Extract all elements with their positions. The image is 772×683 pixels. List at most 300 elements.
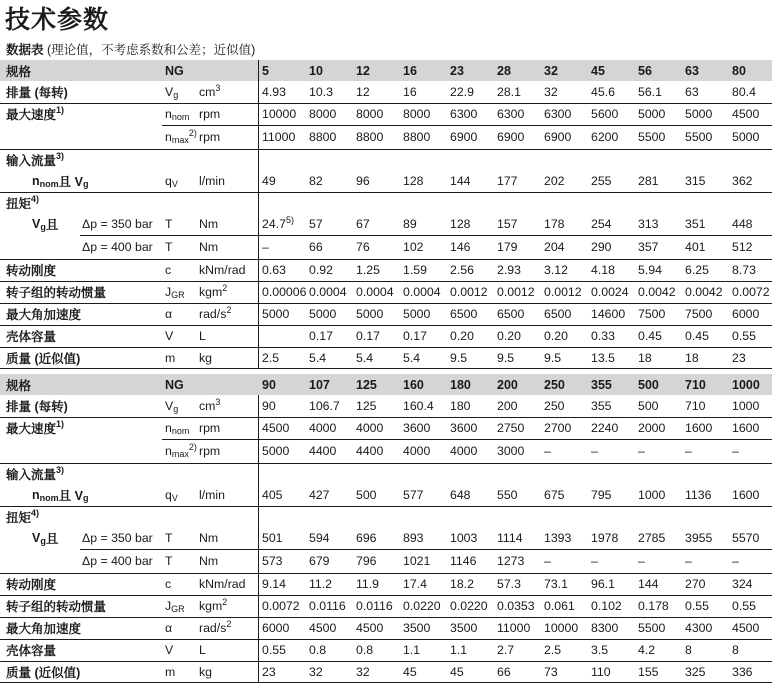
- cell-value: 3600: [403, 421, 431, 435]
- cell-value: 336: [732, 665, 753, 679]
- cell-value: 7500: [638, 307, 666, 321]
- cell-value: 1114: [497, 531, 523, 545]
- cell-value: 1021: [403, 554, 431, 568]
- cell-value: 0.102: [591, 599, 622, 613]
- cell-value: 5000: [309, 307, 337, 321]
- row-sublabel: Δp = 350 bar: [82, 217, 153, 231]
- rule-line: [0, 368, 772, 369]
- column-divider-line: [258, 281, 259, 303]
- cell-value: 204: [544, 240, 565, 254]
- subscript: GR: [171, 604, 185, 614]
- cell-value: –: [638, 554, 645, 568]
- cell-value: 0.0004: [356, 285, 394, 299]
- cell-value: 0.45: [638, 329, 662, 343]
- cell-value: 2700: [544, 421, 572, 435]
- cell-value: 4.18: [591, 263, 615, 277]
- cell-value: 0.17: [403, 329, 427, 343]
- cell-value: 160.4: [403, 399, 434, 413]
- subscript: GR: [171, 290, 185, 300]
- column-header-value: 23: [450, 63, 464, 78]
- cell-value: 1600: [685, 421, 713, 435]
- cell-value: 0.0024: [591, 285, 629, 299]
- cell-value: 1136: [685, 488, 712, 502]
- cell-value: 96: [356, 174, 370, 188]
- superscript-footnote: 5): [285, 215, 294, 225]
- row-unit: kgm 2: [199, 597, 228, 613]
- cell-value: 10000: [262, 107, 297, 121]
- cell-value: 3600: [450, 421, 478, 435]
- row-symbol: c: [165, 263, 172, 277]
- cell-value: 5000: [685, 107, 713, 121]
- row-unit: rpm: [199, 421, 221, 435]
- cell-value: 157: [497, 217, 518, 231]
- cell-value: 8: [685, 643, 692, 657]
- column-divider-line: [258, 149, 259, 170]
- cell-value: 125: [356, 399, 377, 413]
- cell-value: 0.55: [262, 643, 286, 657]
- cell-value: 8000: [403, 107, 431, 121]
- cell-value: 106.7: [309, 399, 340, 413]
- cell-value: 0.0072: [732, 285, 770, 299]
- column-header-value: 5: [262, 63, 269, 78]
- table-row: [0, 325, 772, 347]
- cell-value: 6500: [497, 307, 525, 321]
- cell-value: 28.1: [497, 85, 521, 99]
- row-unit: kg: [199, 665, 212, 679]
- subscript: max: [171, 135, 189, 145]
- subscript: g: [82, 493, 89, 503]
- rule-line: [0, 506, 772, 507]
- table-row: [0, 417, 772, 439]
- column-header-value: 200: [497, 377, 518, 392]
- table-row: [0, 81, 772, 103]
- cell-value: 23: [262, 665, 276, 679]
- cell-value: 325: [685, 665, 706, 679]
- row-unit: rpm: [199, 130, 221, 144]
- cell-value: 0.0072: [262, 599, 300, 613]
- cell-value: 2.5: [262, 351, 280, 365]
- row-unit: Nm: [199, 217, 219, 231]
- subscript: nom: [171, 112, 190, 122]
- cell-value: 0.8: [309, 643, 327, 657]
- row-label: 输入流量 3): [6, 464, 65, 482]
- cell-value: 14600: [591, 307, 626, 321]
- row-symbol: c: [165, 577, 172, 591]
- row-label: 扭矩 4): [6, 507, 40, 525]
- superscript-footnote: 3): [56, 464, 65, 475]
- column-divider-line: [258, 484, 259, 506]
- band-label: 规格: [6, 64, 32, 79]
- cell-value: 1.59: [403, 263, 427, 277]
- cell-value: 4400: [309, 444, 337, 458]
- cell-value: 1393: [544, 531, 572, 545]
- column-divider-line: [258, 439, 259, 463]
- cell-value: 5500: [638, 621, 666, 635]
- cell-value: 144: [450, 174, 471, 188]
- row-label: 最大角加速度: [6, 308, 82, 322]
- cell-value: 6200: [591, 130, 619, 144]
- column-header-value: 16: [403, 63, 417, 78]
- cell-value: 2750: [497, 421, 525, 435]
- superscript-footnote: 2: [226, 305, 232, 315]
- table-header-row: [0, 374, 772, 395]
- table-row: [0, 170, 772, 192]
- subscript: g: [173, 404, 179, 414]
- column-header-value: 355: [591, 377, 612, 392]
- superscript-footnote: 4): [31, 507, 40, 518]
- cell-value: 290: [591, 240, 612, 254]
- row-label: 最大速度 1): [6, 105, 65, 122]
- cell-value: 89: [403, 217, 417, 231]
- column-header-value: 160: [403, 377, 424, 392]
- cell-value: 0.0042: [685, 285, 723, 299]
- cell-value: 5.4: [309, 351, 327, 365]
- cell-value: 5000: [262, 444, 290, 458]
- cell-value: 56.1: [638, 85, 662, 99]
- column-header-value: 107: [309, 377, 330, 392]
- cell-value: 177: [497, 174, 518, 188]
- cell-value: 17.4: [403, 577, 427, 591]
- cell-value: 1273: [497, 554, 525, 568]
- cell-value: 10000: [544, 621, 579, 635]
- cell-value: 0.55: [685, 599, 709, 613]
- column-header-value: 125: [356, 377, 377, 392]
- cell-value: –: [544, 444, 551, 458]
- cell-value: 401: [685, 240, 706, 254]
- superscript-footnote: 3: [215, 83, 221, 93]
- cell-value: 4000: [450, 444, 478, 458]
- cell-value: 696: [356, 531, 377, 545]
- row-symbol: J GR: [165, 285, 185, 300]
- cell-value: 5.4: [356, 351, 374, 365]
- row-unit: rpm: [199, 444, 221, 458]
- column-header-value: 250: [544, 377, 565, 392]
- cell-value: –: [638, 444, 645, 458]
- row-label: n nom 且 V g: [32, 488, 89, 503]
- section-header-row: [0, 506, 772, 527]
- cell-value: 9.5: [544, 351, 562, 365]
- rule-line: [80, 235, 772, 236]
- superscript-footnote: 3: [215, 397, 221, 407]
- table-row: [0, 484, 772, 506]
- subscript: V: [171, 179, 178, 189]
- cell-value: 427: [309, 488, 330, 502]
- cell-value: 1003: [450, 531, 478, 545]
- cell-value: –: [262, 240, 269, 254]
- cell-value: 5.94: [638, 263, 662, 277]
- table-row: [0, 303, 772, 325]
- column-divider-line: [258, 103, 259, 125]
- cell-value: 11.9: [356, 577, 380, 591]
- cell-value: 6500: [450, 307, 478, 321]
- cell-value: 2240: [591, 421, 619, 435]
- table-row: [0, 661, 772, 683]
- row-symbol: V g: [165, 399, 179, 414]
- cell-value: 8800: [403, 130, 431, 144]
- cell-value: 1600: [732, 488, 760, 502]
- row-symbol: n max 2): [165, 128, 197, 145]
- row-symbol: V: [165, 329, 174, 343]
- table-row: [0, 617, 772, 639]
- cell-value: 202: [544, 174, 565, 188]
- column-divider-line: [258, 213, 259, 235]
- cell-value: 5600: [591, 107, 619, 121]
- caption-bold: 数据表: [6, 43, 44, 57]
- table-row: [0, 103, 772, 125]
- row-symbol: V: [165, 643, 174, 657]
- row-label: 壳体容量: [6, 330, 57, 344]
- column-divider-line: [258, 417, 259, 439]
- cell-value: 500: [638, 399, 659, 413]
- rule-line: [0, 347, 772, 348]
- cell-value: 10.3: [309, 85, 333, 99]
- row-label: 转子组的转动惯量: [6, 286, 107, 300]
- row-label: 排量 (每转): [6, 400, 68, 414]
- cell-value: 0.45: [685, 329, 709, 343]
- row-label: 转子组的转动惯量: [6, 600, 107, 614]
- cell-value: 66: [309, 240, 323, 254]
- cell-value: 24.7 5): [262, 215, 294, 231]
- cell-value: 0.17: [356, 329, 380, 343]
- cell-value: 281: [638, 174, 659, 188]
- column-divider-line: [258, 661, 259, 683]
- cell-value: 57.3: [497, 577, 521, 591]
- row-symbol: T: [165, 240, 173, 254]
- cell-value: 4000: [356, 421, 384, 435]
- row-symbol: n nom: [165, 421, 190, 436]
- cell-value: 5000: [262, 307, 290, 321]
- cell-value: 8300: [591, 621, 619, 635]
- superscript-footnote: 2: [222, 597, 228, 607]
- cell-value: 4.2: [638, 643, 656, 657]
- cell-value: 5000: [356, 307, 384, 321]
- cell-value: 355: [591, 399, 612, 413]
- table-caption: [6, 40, 255, 58]
- cell-value: 0.20: [544, 329, 568, 343]
- row-unit: cm 3: [199, 83, 221, 99]
- column-header-value: 500: [638, 377, 659, 392]
- row-sublabel: Δp = 350 bar: [82, 531, 153, 545]
- row-symbol: α: [165, 307, 173, 321]
- rule-line: [0, 192, 772, 193]
- cell-value: 4500: [356, 621, 384, 635]
- subscript: g: [40, 222, 46, 232]
- cell-value: 2000: [638, 421, 666, 435]
- cell-value: 4500: [262, 421, 290, 435]
- cell-value: 5570: [732, 531, 760, 545]
- subscript: nom: [171, 426, 190, 436]
- cell-value: 795: [591, 488, 612, 502]
- cell-value: –: [591, 444, 598, 458]
- table-row: [0, 347, 772, 369]
- cell-value: 4000: [309, 421, 337, 435]
- row-symbol: T: [165, 531, 173, 545]
- column-divider-line: [258, 595, 259, 617]
- column-divider-line: [258, 527, 259, 549]
- cell-value: 8000: [356, 107, 384, 121]
- superscript-footnote: 3): [56, 150, 65, 161]
- column-divider-line: [258, 170, 259, 192]
- row-symbol: m: [165, 665, 176, 679]
- cell-value: 1000: [732, 399, 760, 413]
- row-label: 最大角加速度: [6, 622, 82, 636]
- cell-value: 679: [309, 554, 330, 568]
- cell-value: 128: [450, 217, 471, 231]
- row-label: n nom 且 V g: [32, 174, 89, 189]
- superscript-footnote: 2): [188, 442, 197, 452]
- cell-value: 324: [732, 577, 753, 591]
- cell-value: 45.6: [591, 85, 615, 99]
- cell-value: 1146: [450, 554, 477, 568]
- cell-value: 0.0004: [309, 285, 347, 299]
- row-symbol: J GR: [165, 599, 185, 614]
- cell-value: 0.178: [638, 599, 669, 613]
- rule-line: [0, 639, 772, 640]
- cell-value: 4500: [732, 621, 760, 635]
- table-row: [0, 439, 772, 463]
- cell-value: 11.2: [309, 577, 333, 591]
- cell-value: 3500: [450, 621, 478, 635]
- cell-value: 4300: [685, 621, 713, 635]
- column-divider-line: [258, 639, 259, 661]
- column-divider-line: [258, 235, 259, 259]
- cell-value: 1.25: [356, 263, 380, 277]
- cell-value: 73.1: [544, 577, 568, 591]
- cell-value: 45: [450, 665, 464, 679]
- section-header-row: [0, 192, 772, 213]
- cell-value: 710: [685, 399, 706, 413]
- cell-value: 357: [638, 240, 659, 254]
- cell-value: 8800: [309, 130, 337, 144]
- superscript-footnote: 2: [222, 283, 228, 293]
- subscript: nom: [39, 179, 59, 189]
- cell-value: 2.7: [497, 643, 515, 657]
- cell-value: 3.12: [544, 263, 568, 277]
- row-label: 壳体容量: [6, 644, 57, 658]
- rule-line: [0, 149, 772, 150]
- cell-value: 1978: [591, 531, 619, 545]
- cell-value: 250: [544, 399, 565, 413]
- cell-value: 362: [732, 174, 753, 188]
- cell-value: 66: [497, 665, 511, 679]
- cell-value: 8: [732, 643, 739, 657]
- row-symbol: V g: [165, 85, 179, 100]
- cell-value: 0.33: [591, 329, 615, 343]
- cell-value: 270: [685, 577, 706, 591]
- cell-value: 0.0004: [403, 285, 441, 299]
- table-row: [0, 395, 772, 417]
- table-row: [0, 527, 772, 549]
- cell-value: 648: [450, 488, 471, 502]
- cell-value: 0.0012: [450, 285, 488, 299]
- row-symbol: T: [165, 217, 173, 231]
- column-header-value: 63: [685, 63, 699, 78]
- cell-value: 3500: [403, 621, 431, 635]
- table-row: [0, 595, 772, 617]
- cell-value: 23: [732, 351, 746, 365]
- cell-value: 254: [591, 217, 612, 231]
- column-divider-line: [258, 259, 259, 281]
- cell-value: 0.0353: [497, 599, 535, 613]
- column-header-value: 10: [309, 63, 323, 78]
- subscript: nom: [39, 493, 59, 503]
- cell-value: 6900: [544, 130, 572, 144]
- cell-value: 200: [497, 399, 518, 413]
- column-header-value: 45: [591, 63, 605, 78]
- cell-value: 5000: [403, 307, 431, 321]
- column-divider-line: [258, 573, 259, 595]
- superscript-footnote: 1): [56, 419, 65, 429]
- cell-value: 9.5: [450, 351, 468, 365]
- cell-value: –: [685, 444, 692, 458]
- column-divider-line: [258, 81, 259, 103]
- cell-value: 3000: [497, 444, 525, 458]
- cell-value: 5500: [638, 130, 666, 144]
- cell-value: 550: [497, 488, 518, 502]
- row-unit: rpm: [199, 107, 221, 121]
- column-divider-line: [258, 60, 259, 81]
- column-header-value: 56: [638, 63, 652, 78]
- superscript-footnote: 1): [56, 105, 65, 115]
- column-header-value: 90: [262, 377, 276, 392]
- row-unit: kgm 2: [199, 283, 228, 299]
- row-label: 最大速度 1): [6, 419, 65, 436]
- cell-value: 1000: [638, 488, 666, 502]
- cell-value: 4400: [356, 444, 384, 458]
- row-unit: kNm/rad: [199, 577, 246, 591]
- cell-value: 0.8: [356, 643, 374, 657]
- row-unit: Nm: [199, 240, 219, 254]
- row-label: 质量 (近似值): [6, 666, 81, 680]
- cell-value: 0.17: [309, 329, 333, 343]
- row-unit: L: [199, 329, 206, 343]
- cell-value: 893: [403, 531, 424, 545]
- cell-value: 0.55: [732, 599, 756, 613]
- page-title: 技术参数: [5, 6, 110, 34]
- band-label: 规格: [6, 378, 32, 393]
- cell-value: 3955: [685, 531, 713, 545]
- cell-value: 45: [403, 665, 417, 679]
- column-header-value: 28: [497, 63, 511, 78]
- column-divider-line: [258, 463, 259, 484]
- cell-value: 2.56: [450, 263, 474, 277]
- cell-value: 405: [262, 488, 283, 502]
- cell-value: 5000: [638, 107, 666, 121]
- cell-value: 5.4: [403, 351, 421, 365]
- row-unit: Nm: [199, 554, 219, 568]
- row-symbol: m: [165, 351, 176, 365]
- cell-value: 2.93: [497, 263, 521, 277]
- cell-value: 313: [638, 217, 659, 231]
- cell-value: 315: [685, 174, 706, 188]
- cell-value: 128: [403, 174, 424, 188]
- cell-value: 6.25: [685, 263, 709, 277]
- cell-value: 7500: [685, 307, 713, 321]
- cell-value: 22.9: [450, 85, 474, 99]
- column-divider-line: [258, 395, 259, 417]
- cell-value: –: [685, 554, 692, 568]
- table-row: [0, 213, 772, 235]
- row-label: 扭矩 4): [6, 193, 40, 211]
- cell-value: 4500: [309, 621, 337, 635]
- cell-value: 16: [403, 85, 417, 99]
- cell-value: 5500: [685, 130, 713, 144]
- cell-value: 0.20: [497, 329, 521, 343]
- cell-value: 4.93: [262, 85, 286, 99]
- cell-value: 501: [262, 531, 283, 545]
- cell-value: 18.2: [450, 577, 474, 591]
- row-unit: L: [199, 643, 206, 657]
